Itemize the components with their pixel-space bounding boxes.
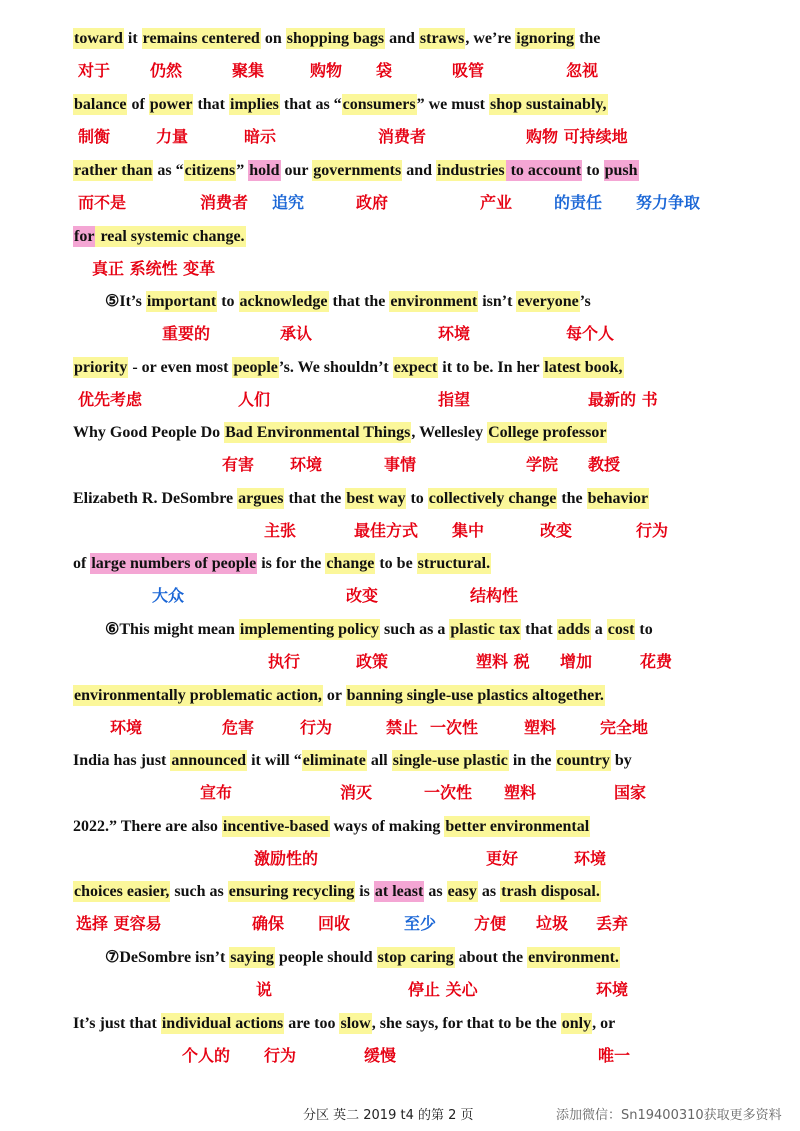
translation-annotation: 禁止	[386, 718, 419, 737]
translation-annotation: 消费者	[378, 127, 427, 146]
translation-annotation: 最新的 书	[588, 390, 658, 409]
translation-annotation: 完全地	[600, 718, 649, 737]
text-run: is	[355, 883, 374, 900]
text-run: India has just	[73, 752, 171, 769]
translation-annotation: 垃圾	[536, 914, 569, 933]
text-line	[73, 615, 653, 645]
translation-annotation: 宣布	[200, 783, 233, 802]
translation-annotation: 改变	[346, 586, 379, 605]
translation-annotation: 指望	[438, 390, 471, 409]
text-run: people should	[274, 949, 377, 966]
translation-annotation: 忽视	[566, 61, 599, 80]
highlight-yellow: consumers	[342, 96, 416, 113]
text-run: that as “	[279, 96, 342, 113]
page-number-label: 分区 英二 2019 t4 的第 2 页	[303, 1108, 474, 1123]
highlight-yellow: shop sustainably,	[490, 96, 607, 113]
translation-annotation: 购物 可持续地	[526, 127, 628, 146]
text-run: isn’t	[478, 293, 517, 310]
highlight-yellow: environment.	[528, 949, 619, 966]
text-run: or	[322, 687, 346, 704]
translation-annotation: 结构性	[470, 586, 519, 605]
highlight-yellow: single-use plastic	[392, 752, 508, 769]
translation-annotation: 塑料	[524, 718, 557, 737]
translation-annotation: 环境	[596, 980, 629, 999]
translation-annotation: 力量	[156, 127, 189, 146]
text-run: ⑦DeSombre isn’t	[105, 949, 230, 966]
text-run: ways of making	[329, 818, 445, 835]
translation-annotation: 对于	[78, 61, 111, 80]
translation-annotation: 每个人	[566, 324, 615, 343]
text-run: to	[635, 621, 653, 638]
text-line	[73, 156, 639, 186]
text-run: as	[477, 883, 501, 900]
text-line	[73, 418, 607, 448]
translation-annotation: 袋	[376, 61, 393, 80]
translation-annotation: 真正 系统性 变革	[92, 259, 216, 278]
text-run: to	[406, 490, 428, 507]
text-run: ⑤It’s	[105, 293, 146, 310]
translation-annotation: 丢弃	[596, 914, 629, 933]
text-run: our	[280, 162, 313, 179]
highlight-yellow: toward	[74, 30, 123, 47]
highlight-pink: at least	[374, 883, 424, 900]
text-run: , or	[592, 1015, 616, 1032]
translation-annotation: 努力争取	[636, 193, 701, 212]
text-run: the	[557, 490, 587, 507]
highlight-yellow: Bad Environmental Things	[225, 424, 411, 441]
translation-annotation: 花费	[640, 652, 673, 671]
highlight-yellow: people	[233, 359, 278, 376]
translation-annotation: 环境	[574, 849, 607, 868]
highlight-yellow: banning single-use plastics altogether.	[346, 687, 604, 704]
text-run: to be	[375, 555, 417, 572]
highlight-pink: hold	[249, 162, 280, 179]
translation-annotation: 行为	[300, 718, 333, 737]
translation-annotation: 改变	[540, 521, 573, 540]
text-line	[73, 812, 590, 842]
highlight-yellow: plastic tax	[450, 621, 521, 638]
translation-annotation: 追究	[272, 193, 305, 212]
translation-annotation: 环境	[438, 324, 471, 343]
translation-annotation: 教授	[588, 455, 621, 474]
text-line	[73, 943, 620, 973]
translation-annotation: 大众	[152, 586, 185, 605]
translation-annotation: 塑料	[504, 783, 537, 802]
highlight-yellow: important	[146, 293, 217, 310]
highlight-yellow: priority	[74, 359, 128, 376]
text-run: ’s. We shouldn’t	[278, 359, 393, 376]
highlight-yellow: saying	[230, 949, 274, 966]
text-run: that	[521, 621, 557, 638]
translation-annotation: 最佳方式	[354, 521, 419, 540]
highlight-yellow: better environmental	[445, 818, 590, 835]
text-run: , she says, for that to be the	[371, 1015, 561, 1032]
highlight-yellow: straws	[419, 30, 465, 47]
highlight-yellow: College professor	[488, 424, 607, 441]
text-line	[73, 549, 491, 579]
translation-annotation: 聚集	[232, 61, 265, 80]
text-run: - or even most	[128, 359, 233, 376]
highlight-yellow: rather than	[74, 162, 153, 179]
text-line	[73, 90, 608, 120]
translation-annotation: 行为	[636, 521, 669, 540]
highlight-yellow: best way	[346, 490, 406, 507]
translation-annotation: 仍然	[150, 61, 183, 80]
translation-annotation: 个人的	[182, 1046, 231, 1065]
translation-annotation: 增加	[560, 652, 593, 671]
highlight-yellow: argues	[238, 490, 284, 507]
translation-annotation: 而不是	[78, 193, 127, 212]
translation-annotation: 环境	[290, 455, 323, 474]
highlight-yellow: country	[556, 752, 610, 769]
text-run: ” we must	[416, 96, 489, 113]
highlight-yellow: governments	[313, 162, 402, 179]
highlight-yellow: slow	[340, 1015, 371, 1032]
highlight-yellow: change	[326, 555, 375, 572]
translation-annotation: 吸管	[452, 61, 485, 80]
translation-annotation: 确保	[252, 914, 285, 933]
text-run: it will “	[247, 752, 302, 769]
translation-annotation: 停止 关心	[408, 980, 478, 999]
highlight-yellow: acknowledge	[239, 293, 328, 310]
translation-annotation: 事情	[384, 455, 417, 474]
text-run: a	[590, 621, 607, 638]
translation-annotation: 更好	[486, 849, 519, 868]
highlight-yellow: behavior	[587, 490, 649, 507]
translation-annotation: 集中	[452, 521, 485, 540]
highlight-yellow: balance	[74, 96, 127, 113]
text-run: of	[73, 555, 91, 572]
translation-annotation: 缓慢	[364, 1046, 397, 1065]
translation-annotation: 方便	[474, 914, 507, 933]
text-line	[73, 746, 632, 776]
translation-annotation: 塑料 税	[476, 652, 530, 671]
highlight-yellow: stop caring	[377, 949, 454, 966]
highlight-yellow: structural.	[417, 555, 491, 572]
text-run: to	[582, 162, 604, 179]
highlight-yellow: shopping bags	[286, 30, 385, 47]
translation-annotation: 说	[256, 980, 273, 999]
text-run: is for the	[257, 555, 326, 572]
text-run: ’s	[579, 293, 591, 310]
highlight-yellow: collectively change	[428, 490, 557, 507]
translation-annotation: 环境	[110, 718, 143, 737]
text-run: Elizabeth R. DeSombre	[73, 490, 238, 507]
translation-annotation: 主张	[264, 521, 297, 540]
text-run: the	[575, 30, 601, 47]
highlight-yellow: environment	[390, 293, 478, 310]
highlight-yellow: environmentally problematic action,	[74, 687, 322, 704]
translation-annotation: 学院	[526, 455, 559, 474]
text-run: that the	[284, 490, 346, 507]
translation-annotation: 制衡	[78, 127, 111, 146]
highlight-yellow: incentive-based	[222, 818, 329, 835]
translation-annotation: 产业	[480, 193, 513, 212]
translation-annotation: 激励性的	[254, 849, 319, 868]
watermark-text: 添加微信：Sn19400310获取更多资料	[556, 1108, 782, 1123]
translation-annotation: 至少	[404, 914, 437, 933]
text-run: to	[217, 293, 239, 310]
translation-annotation: 唯一	[598, 1046, 631, 1065]
text-run: on	[260, 30, 286, 47]
highlight-yellow: only	[561, 1015, 592, 1032]
highlight-yellow: eliminate	[302, 752, 366, 769]
text-run: about the	[454, 949, 528, 966]
text-run: , Wellesley	[411, 424, 488, 441]
highlight-yellow: power	[149, 96, 193, 113]
highlight-yellow: industries	[437, 162, 505, 179]
text-run: it to be. In her	[438, 359, 544, 376]
text-run: in the	[508, 752, 556, 769]
highlight-yellow: implementing policy	[239, 621, 380, 638]
highlight-yellow: ensuring recycling	[228, 883, 355, 900]
text-run: such as a	[380, 621, 450, 638]
text-run: ⑥This might mean	[105, 621, 239, 638]
highlight-yellow: trash disposal.	[501, 883, 600, 900]
highlight-yellow: real systemic change.	[96, 228, 245, 245]
text-run: such as	[170, 883, 228, 900]
translation-annotation: 国家	[614, 783, 647, 802]
text-run: as “	[153, 162, 184, 179]
text-run: ”	[236, 162, 249, 179]
highlight-pink: push	[604, 162, 638, 179]
text-line	[73, 877, 601, 907]
text-run: 2022.” There are also	[73, 818, 222, 835]
translation-annotation: 行为	[264, 1046, 297, 1065]
highlight-pink: for	[74, 228, 95, 245]
highlight-pink: large numbers of people	[91, 555, 257, 572]
page-footer	[0, 1100, 800, 1124]
highlight-yellow: implies	[230, 96, 279, 113]
text-line	[73, 353, 624, 383]
text-line	[73, 222, 246, 252]
translation-annotation: 选择 更容易	[76, 914, 162, 933]
highlight-yellow: remains centered	[142, 30, 260, 47]
text-run: all	[366, 752, 392, 769]
highlight-yellow: announced	[171, 752, 247, 769]
text-run: are too	[284, 1015, 340, 1032]
text-run: Why Good People Do	[73, 424, 225, 441]
text-line	[73, 681, 605, 711]
text-run: and	[402, 162, 437, 179]
text-run: and	[385, 30, 419, 47]
highlight-yellow: latest book,	[544, 359, 623, 376]
translation-annotation: 购物	[310, 61, 343, 80]
translation-annotation: 一次性	[430, 718, 479, 737]
translation-annotation: 有害	[222, 455, 255, 474]
translation-annotation: 危害	[222, 718, 255, 737]
translation-annotation: 执行	[268, 652, 301, 671]
highlight-yellow: cost	[607, 621, 635, 638]
translation-annotation: 消费者	[200, 193, 249, 212]
translation-annotation: 消灭	[340, 783, 373, 802]
text-run: that	[193, 96, 229, 113]
translation-annotation: 重要的	[162, 324, 211, 343]
text-line	[73, 1009, 615, 1039]
highlight-yellow: adds	[557, 621, 590, 638]
highlight-yellow: ignoring	[516, 30, 575, 47]
highlight-yellow: easy	[447, 883, 477, 900]
text-run: that the	[328, 293, 390, 310]
highlight-yellow: everyone	[517, 293, 579, 310]
translation-annotation: 一次性	[424, 783, 473, 802]
text-run: it	[123, 30, 142, 47]
translation-annotation: 承认	[280, 324, 313, 343]
highlight-yellow: citizens	[184, 162, 236, 179]
text-run: of	[127, 96, 149, 113]
text-line	[73, 24, 600, 54]
translation-annotation: 的责任	[554, 193, 603, 212]
translation-annotation: 优先考虑	[78, 390, 143, 409]
highlight-pink: to account	[506, 162, 582, 179]
text-run: It’s just that	[73, 1015, 161, 1032]
text-run: by	[610, 752, 632, 769]
translation-annotation: 回收	[318, 914, 351, 933]
text-run: as	[424, 883, 447, 900]
translation-annotation: 政府	[356, 193, 389, 212]
text-line	[73, 484, 649, 514]
translation-annotation: 人们	[238, 390, 271, 409]
translation-annotation: 暗示	[244, 127, 277, 146]
highlight-yellow: choices easier,	[74, 883, 170, 900]
text-line	[73, 287, 591, 317]
translation-annotation: 政策	[356, 652, 389, 671]
highlight-yellow: individual actions	[161, 1015, 284, 1032]
text-run: , we’re	[465, 30, 516, 47]
highlight-yellow: expect	[393, 359, 438, 376]
